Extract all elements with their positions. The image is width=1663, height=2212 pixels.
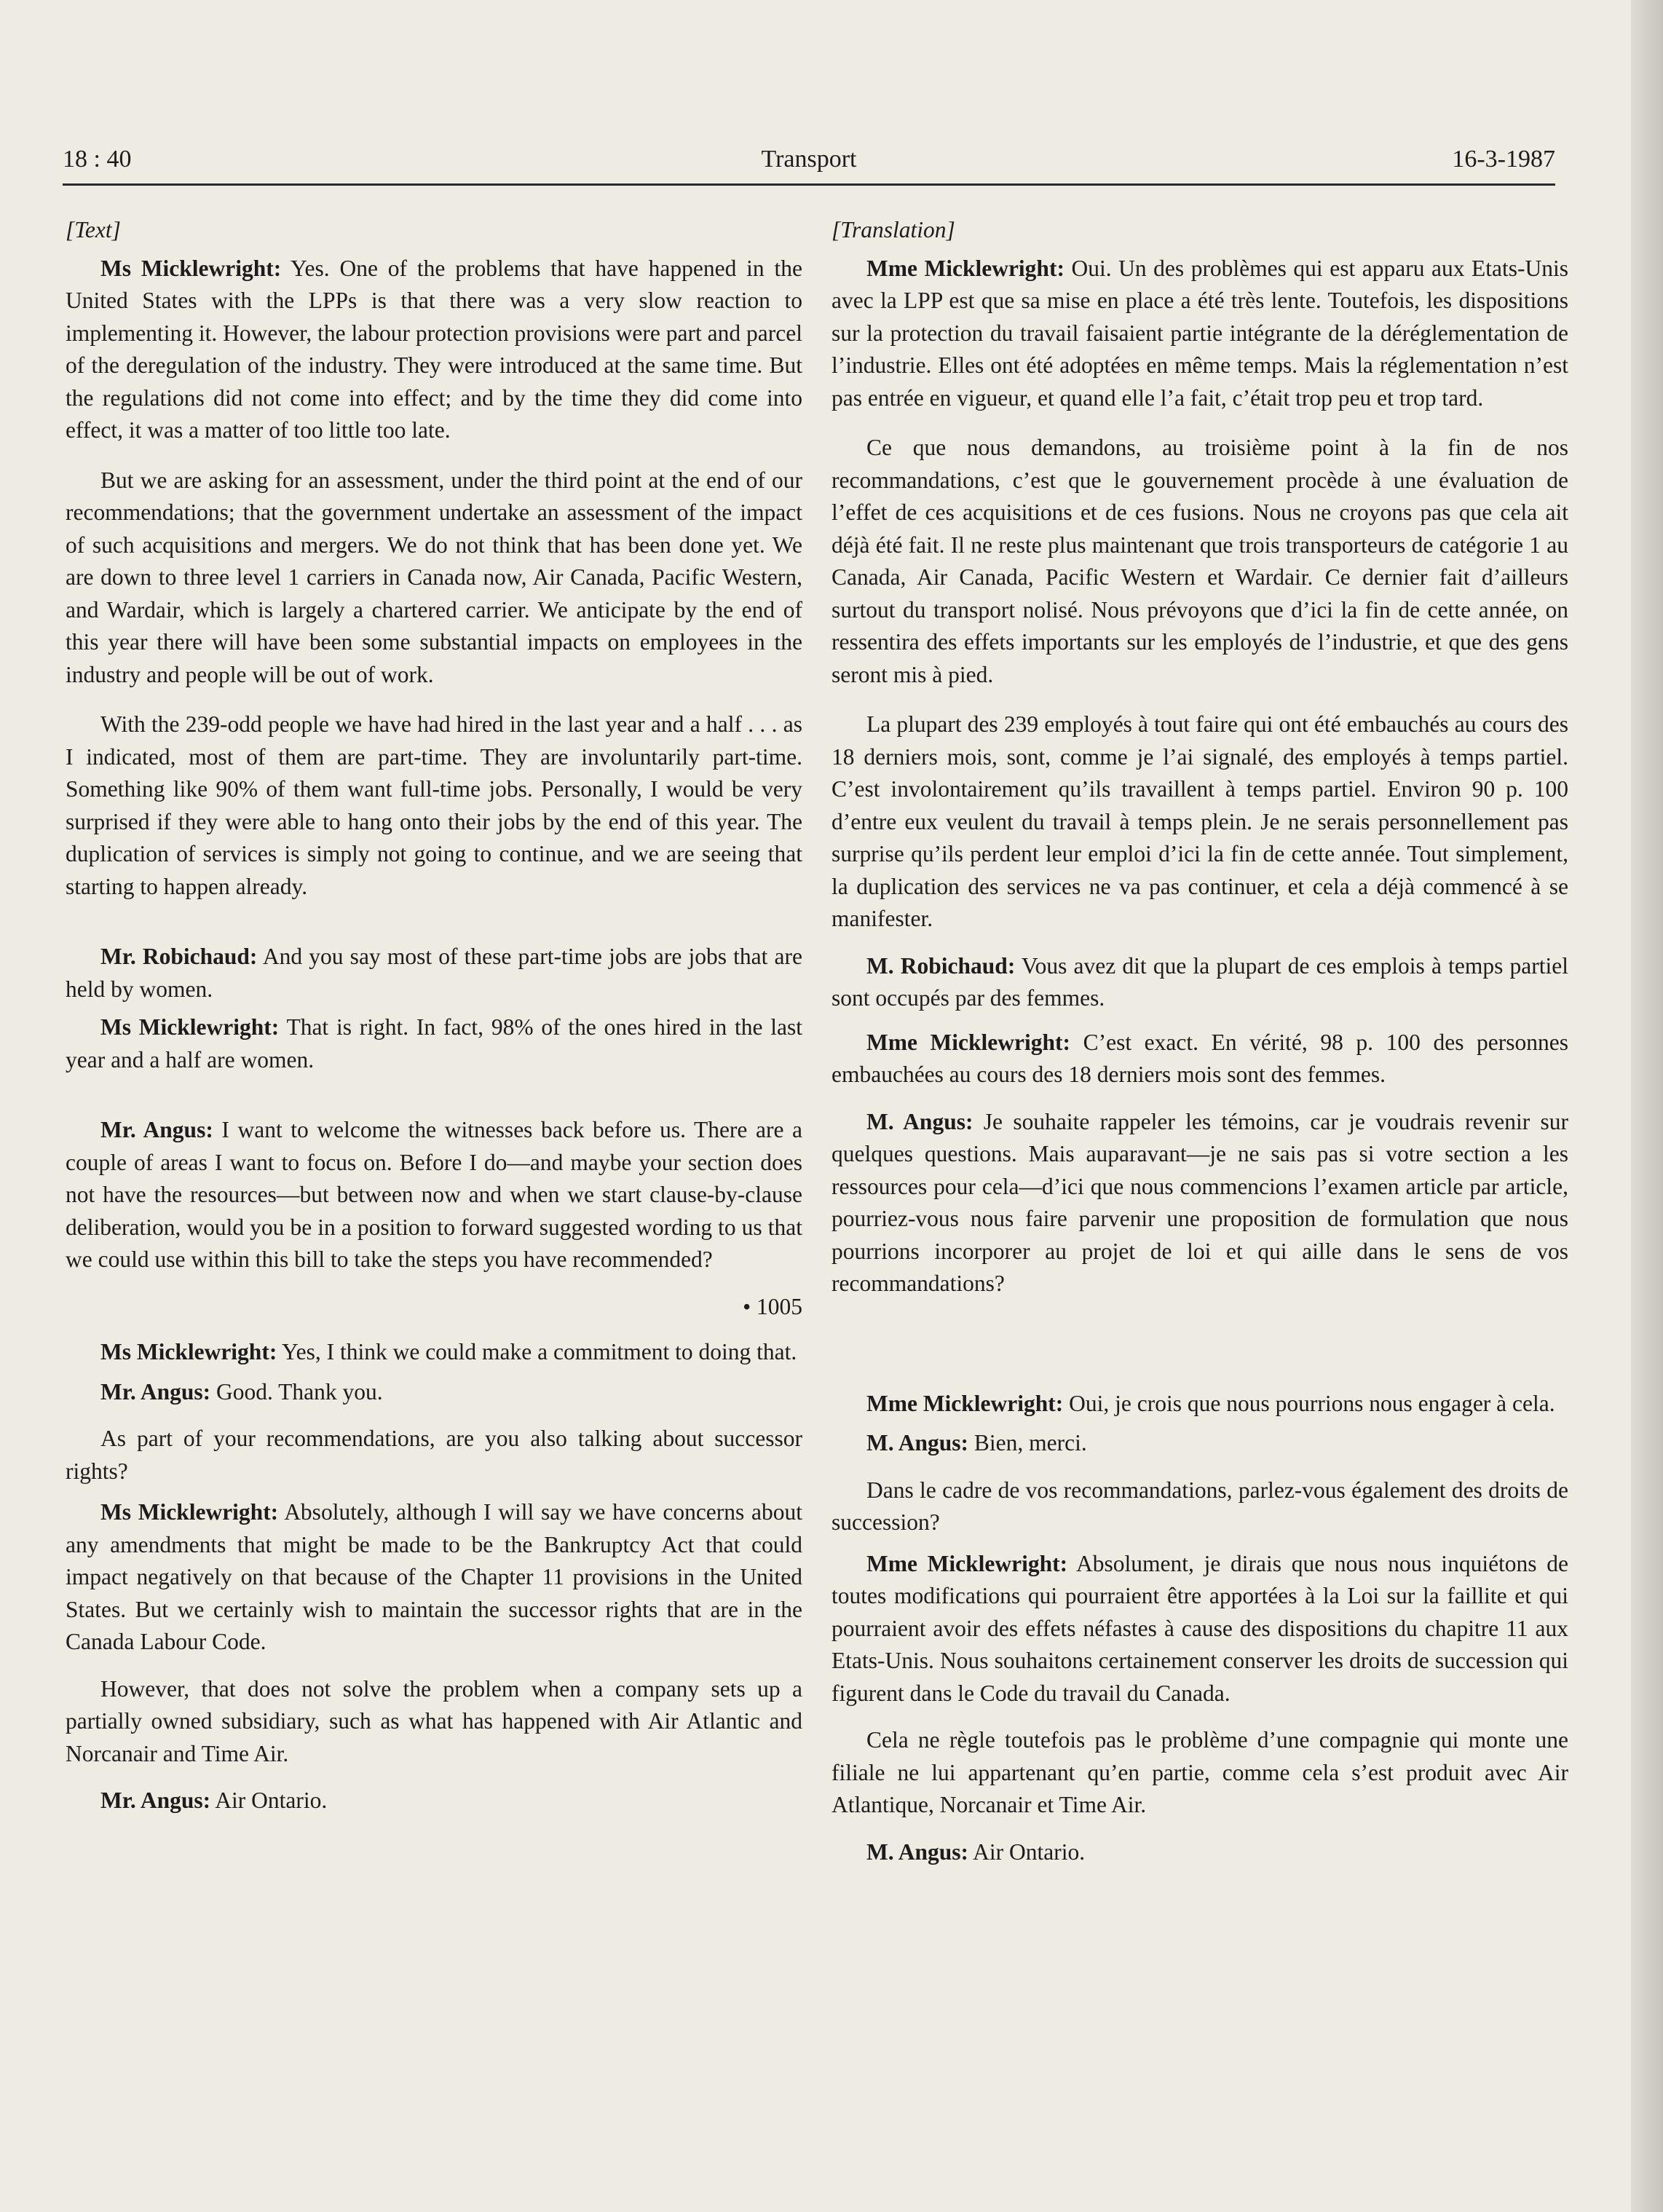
paragraph bbox=[66, 253, 802, 447]
paragraph bbox=[832, 1388, 1568, 1421]
page-edge bbox=[1631, 0, 1663, 2212]
running-title: Transport bbox=[761, 146, 857, 173]
speaker-name: Ms Micklewright: bbox=[100, 1339, 277, 1364]
speech-text: Air Ontario. bbox=[210, 1788, 328, 1813]
paragraph bbox=[66, 1011, 802, 1076]
paragraph: Ce que nous demandons, au troisième point à la fin de nos recommandations, c’est que le gouvernement procède à une évaluation de l’effet de ces acquisitions et de ces fusions. Nous ne croyons pas que cela ait déjà été fait. Il ne reste plus maintenant que trois transporteurs de catégorie 1 au Canada, Air Canada, Pacific Western et Wardair. Ce dernier fait d’ailleurs surtout du transport nolisé. Nous prévoyons que d’ici la fin de cette année, on ressentira des effets importants sur les employés de l’industrie, et que des gens seront mis à pied. bbox=[832, 435, 1568, 687]
speaker-name: Mr. Angus: bbox=[100, 1788, 211, 1813]
paragraph bbox=[66, 1114, 802, 1276]
speech-text: Je souhaite rappeler les témoins, car je voudrais revenir sur quelques questions. Mais auparavant—je ne sais pas si votre section a les ressources pour cela—d’ici que nous commencions l’examen article par article, pourriez-vous nous faire parvenir une proposition de formulation que nous pourrions incorporer au projet de loi et qui aille dans le sens de vos recommandations? bbox=[832, 1108, 1569, 1296]
speech-text: Absolument, je dirais que nous nous inquiétons de toutes modifications qui pourraient être apportées à la Loi sur la faillite et qui pourraient avoir des effets néfastes à cause des dispositions du chapitre 11 aux Etats-Unis. Nous souhaitons certainement conserver les droits de succession qui figurent dans le Code du travail du Canada. bbox=[832, 1550, 1568, 1706]
paragraph bbox=[832, 1548, 1568, 1710]
speech-text: That is right. In fact, 98% of the ones hired in the last year and a half are women. bbox=[66, 1014, 802, 1073]
paragraph: But we are asking for an assessment, under the third point at the end of our recommendations; that the government undertake an assessment of the impact of such acquisitions and mergers. We do not think that has been done yet. We are down to three level 1 carriers in Canada now, Air Canada, Pacific Western, and Wardair, which is largely a chartered carrier. We anticipate by the end of this year there will have been some substantial impacts on employees in the industry and people will be out of work. bbox=[66, 467, 802, 687]
speaker-name: Mme Micklewright: bbox=[866, 1029, 1070, 1055]
time-marker: • 1005 bbox=[743, 1293, 802, 1319]
speaker-name: Mr. Robichaud: bbox=[100, 944, 258, 969]
speech-text: Oui. Un des problèmes qui est apparu aux Etats-Unis avec la LPP est que sa mise en place a été très lente. Toutefois, les dispositions sur la protection du travail faisaient partie intégrante de la déréglementation de l’industrie. Elles ont été adoptées en même temps. Mais la réglementation n’est pas entrée en vigueur, et quand elle l’a fait, c’était trop peu et trop tard. bbox=[832, 255, 1568, 411]
paragraph bbox=[832, 1836, 1568, 1869]
speaker-name: Ms Micklewright: bbox=[100, 255, 282, 281]
paragraph bbox=[832, 950, 1568, 1015]
paragraph bbox=[832, 1106, 1568, 1300]
speech-text: Yes. One of the problems that have happened in the United States with the LPPs is that there was a very slow reaction to implementing it. However, the labour protection provisions were part and parcel of the deregulation of the industry. They were introduced at the same time. But the regulations did not come into effect; and by the time they did come into effect, it was a matter of too little too late. bbox=[66, 255, 802, 443]
section-tag-translation: [Translation] bbox=[832, 217, 955, 242]
paragraph bbox=[66, 941, 802, 1006]
speaker-name: M. Robichaud: bbox=[866, 952, 1016, 979]
speaker-name: Ms Micklewright: bbox=[100, 1499, 279, 1525]
speaker-name: M. Angus: bbox=[866, 1838, 969, 1865]
paragraph bbox=[832, 1027, 1568, 1091]
paragraph: With the 239-odd people we have had hired in the last year and a half . . . as I indicated, most of them are part-time. They are involuntarily part-time. Something like 90% of them want full-time jobs. Personally, I would be very surprised if they were able to hang onto their jobs by the end of this year. The duplication of services is simply not going to continue, and we are seeing that starting to happen already. bbox=[66, 711, 802, 899]
speech-text: Absolutely, although I will say we have concerns about any amendments that might be made to be the Bankruptcy Act that could impact negatively on that because of the Chapter 11 provisions in the United States. But we certainly wish to maintain the successor rights that are in the Canada Labour Code. bbox=[66, 1499, 803, 1654]
speaker-name: M. Angus: bbox=[866, 1108, 973, 1134]
speech-text: Yes, I think we could make a commitment to doing that. bbox=[277, 1339, 797, 1364]
paragraph bbox=[832, 1427, 1568, 1460]
speaker-name: M. Angus: bbox=[866, 1430, 969, 1455]
page-number: 18 : 40 bbox=[63, 146, 132, 173]
paragraph: Cela ne règle toutefois pas le problème d’une compagnie qui monte une filiale ne lui appartenant qu’en partie, comme cela s’est produit avec Air Atlantique, Norcanair et Time Air. bbox=[832, 1727, 1568, 1817]
paragraph: As part of your recommendations, are you also talking about successor rights? bbox=[66, 1426, 802, 1484]
speaker-name: Mme Micklewright: bbox=[866, 255, 1064, 281]
speech-text: Oui, je crois que nous pourrions nous engager à cela. bbox=[1063, 1390, 1555, 1416]
paragraph bbox=[66, 1376, 802, 1409]
speaker-name: Mme Micklewright: bbox=[866, 1390, 1064, 1416]
paragraph bbox=[832, 253, 1568, 415]
paragraph: Dans le cadre de vos recommandations, parlez-vous également des droits de succession? bbox=[832, 1477, 1568, 1535]
speaker-name: Mr. Angus: bbox=[100, 1378, 211, 1405]
paragraph bbox=[66, 1785, 802, 1817]
french-column bbox=[832, 214, 1568, 1868]
speech-text: Bien, merci. bbox=[968, 1430, 1087, 1455]
section-tag-text: [Text] bbox=[66, 217, 121, 242]
speech-text: I want to welcome the witnesses back before us. There are a couple of areas I want to focus on. Before I do—and maybe your section does not have the resources—but between now and when we start clause-by-clause deliberation, would you be in a position to forward suggested wording to us that we could use within this bill to take the steps you have recommended? bbox=[66, 1117, 802, 1272]
english-column bbox=[66, 214, 802, 1817]
speech-text: Air Ontario. bbox=[968, 1838, 1086, 1865]
speaker-name: Mme Micklewright: bbox=[866, 1550, 1068, 1576]
speech-text: And you say most of these part-time jobs are jobs that are held by women. bbox=[66, 944, 802, 1002]
speaker-name: Ms Micklewright: bbox=[100, 1014, 280, 1040]
speech-text: Vous avez dit que la plupart de ces emplois à temps partiel sont occupés par des femmes. bbox=[832, 952, 1568, 1011]
paragraph bbox=[66, 1496, 802, 1659]
header-date: 16-3-1987 bbox=[1452, 146, 1555, 173]
speech-text: Good. Thank you. bbox=[210, 1378, 383, 1405]
paragraph: La plupart des 239 employés à tout faire qui ont été embauchés au cours des 18 derniers mois, sont, comme je l’ai signalé, des employés à temps partiel. C’est involontairement qu’ils travaillent à temps partiel. Environ 90 p. 100 d’entre eux veulent du travail à temps plein. Je ne serais personnellement pas surprise qu’ils perdent leur emploi d’ici la fin de cette année. Tout simplement, la duplication des services ne va pas continuer, et cela a déjà commencé à se manifester. bbox=[832, 711, 1568, 931]
page-header bbox=[63, 140, 1555, 185]
paragraph bbox=[66, 1336, 802, 1369]
header-rule bbox=[63, 183, 1555, 186]
paragraph: However, that does not solve the problem when a company sets up a partially owned subsidiary, such as what has happened with Air Atlantic and Norcanair and Time Air. bbox=[66, 1675, 802, 1766]
speech-text: C’est exact. En vérité, 98 p. 100 des personnes embauchées au cours des 18 derniers mois sont des femmes. bbox=[832, 1029, 1569, 1087]
speaker-name: Mr. Angus: bbox=[100, 1117, 213, 1142]
